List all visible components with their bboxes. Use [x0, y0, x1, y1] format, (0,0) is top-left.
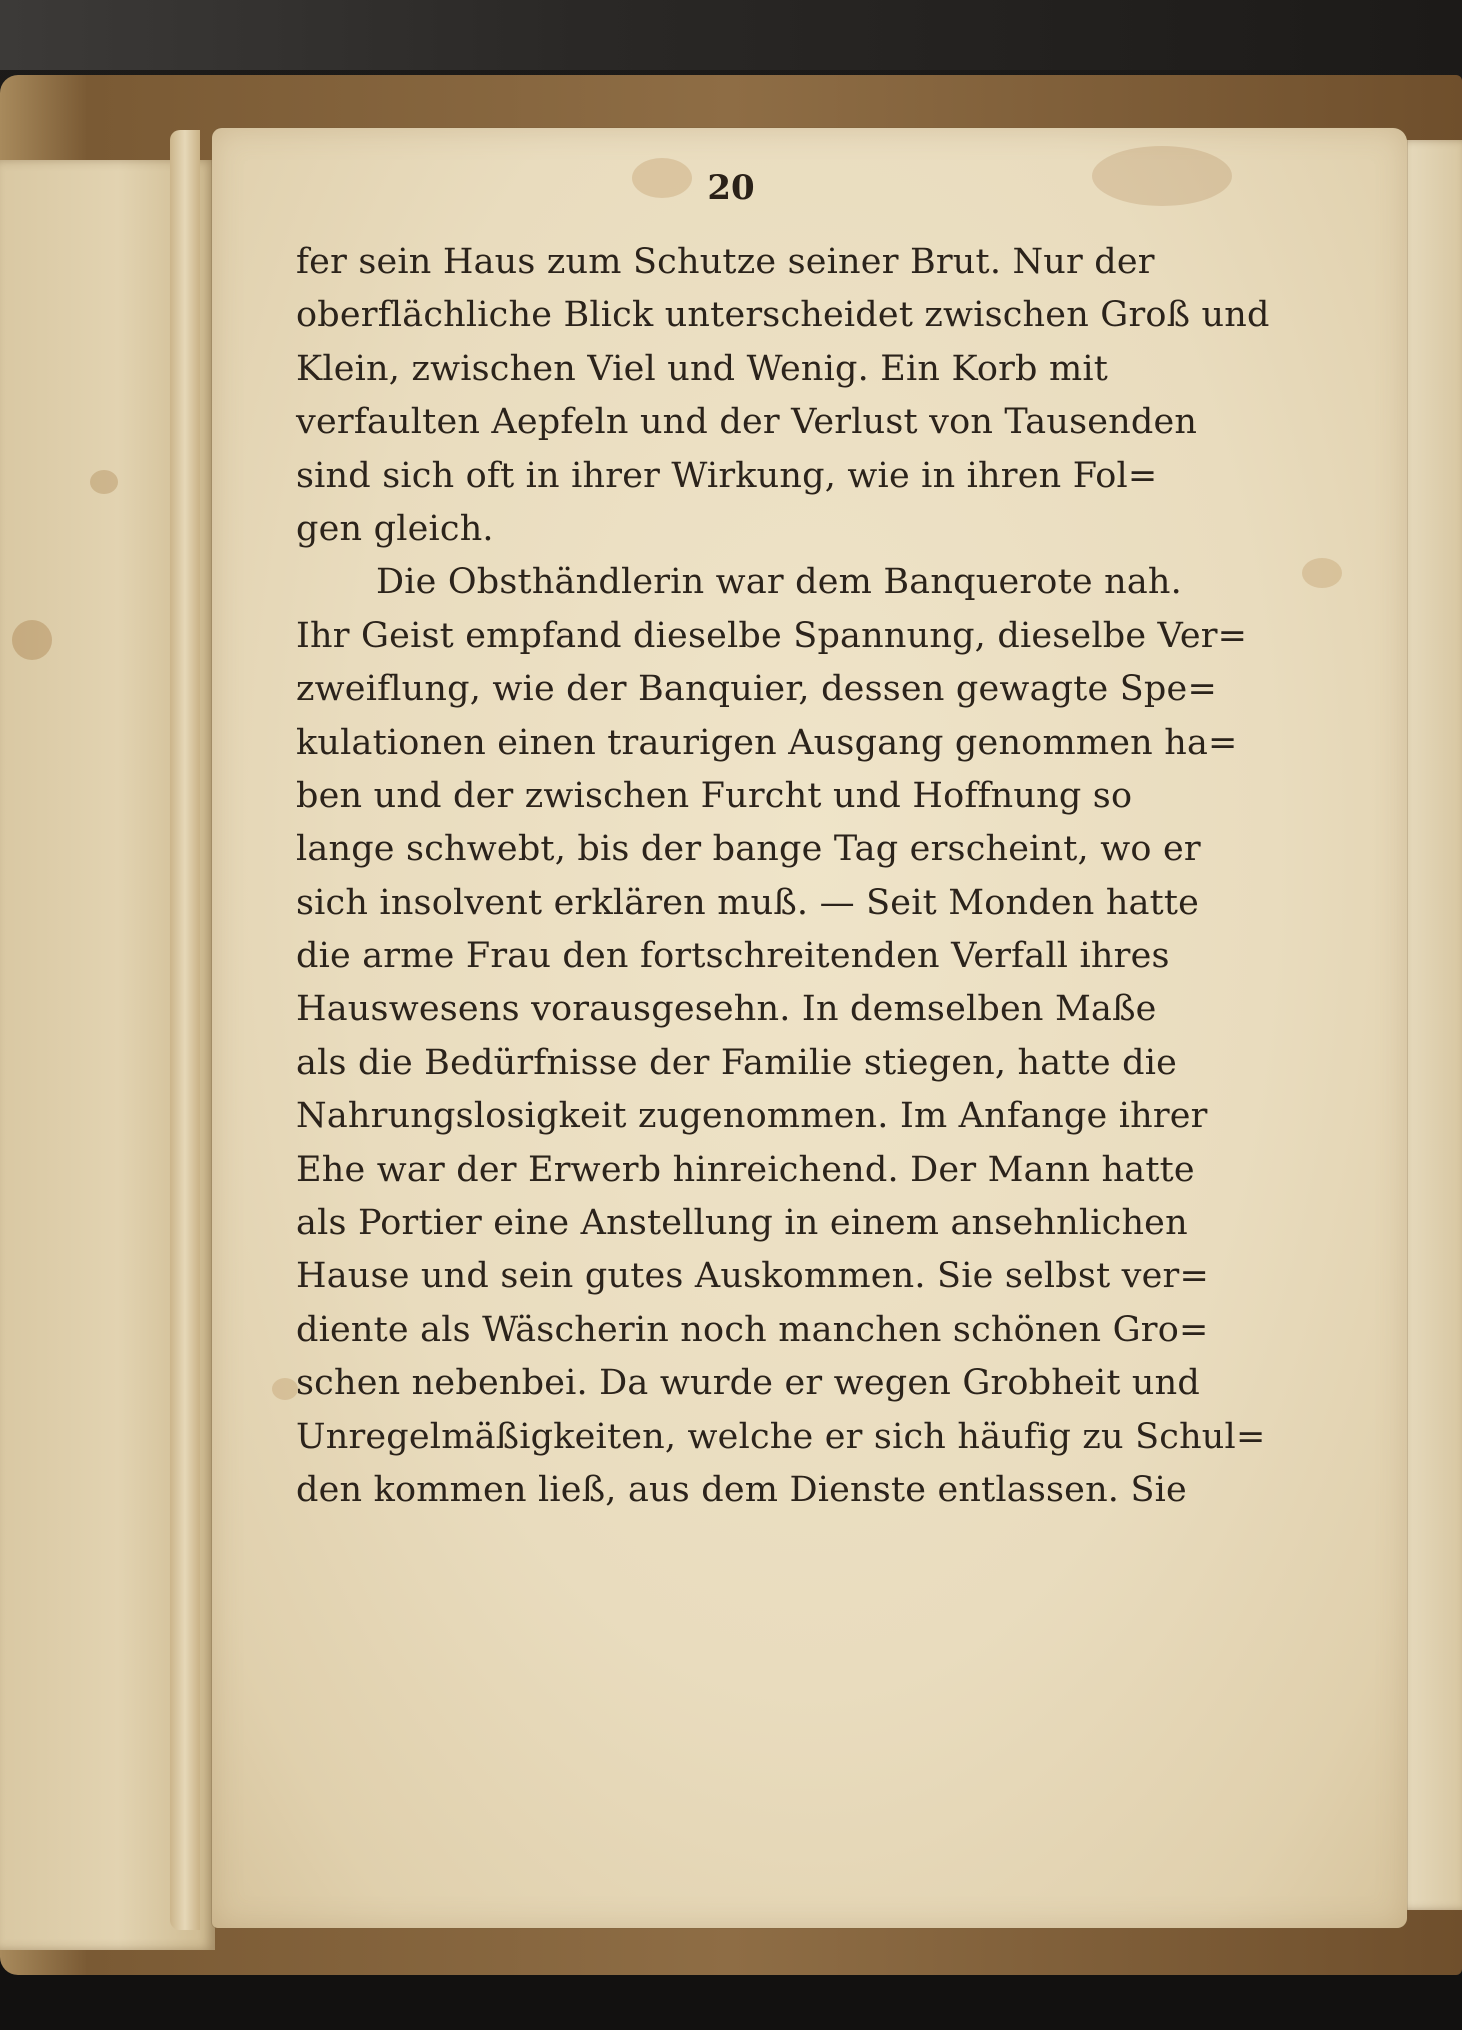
- page-number: 20: [707, 168, 755, 208]
- text-line: ben und der zwischen Furcht und Hoffnung so: [296, 775, 1133, 816]
- text-line: Die Obsthändlerin war dem Banquerote nah.: [376, 562, 1182, 603]
- text-line: zweiflung, wie der Banquier, dessen gewagte Spe=: [296, 669, 1217, 710]
- text-line: sind sich oft in ihrer Wirkung, wie in ihren Fol=: [296, 455, 1158, 496]
- text-line: die arme Frau den fortschreitenden Verfall ihres: [296, 936, 1170, 977]
- text-line: gen gleich.: [296, 508, 494, 549]
- text-line: kulationen einen traurigen Ausgang genommen ha=: [296, 722, 1238, 763]
- text-line: als Portier eine Anstellung in einem ansehnlichen: [296, 1203, 1188, 1244]
- text-line: den kommen ließ, aus dem Dienste entlassen. Sie: [296, 1469, 1187, 1510]
- text-line: Hause und sein gutes Auskommen. Sie selbst ver=: [296, 1256, 1210, 1297]
- text-line: Klein, zwischen Viel und Wenig. Ein Korb mit: [296, 348, 1109, 389]
- text-line: schen nebenbei. Da wurde er wegen Grobheit und: [296, 1363, 1201, 1404]
- foxing-stain: [1302, 558, 1342, 588]
- left-page-edge: [170, 130, 200, 1930]
- foxing-stain: [12, 620, 52, 660]
- text-line: als die Bedürfnisse der Familie stiegen, hatte die: [296, 1042, 1178, 1083]
- foxing-stain: [90, 470, 118, 494]
- foxing-stain: [272, 1378, 298, 1400]
- text-line: fer sein Haus zum Schutze seiner Brut. Nur der: [296, 242, 1155, 282]
- body-text: [296, 236, 1270, 1517]
- text-line: lange schwebt, bis der bange Tag erscheint, wo er: [296, 829, 1201, 870]
- dark-backdrop: [0, 0, 1462, 70]
- text-line: Nahrungslosigkeit zugenommen. Im Anfange ihrer: [296, 1096, 1208, 1137]
- text-line: verfaulten Aepfeln und der Verlust von Tausenden: [296, 402, 1198, 443]
- text-line: Unregelmäßigkeiten, welche er sich häufig zu Schul=: [296, 1416, 1266, 1457]
- text-line: Ihr Geist empfand dieselbe Spannung, dieselbe Ver=: [296, 615, 1248, 656]
- text-line: sich insolvent erklären muß. — Seit Monden hatte: [296, 882, 1200, 923]
- text-line: Hauswesens vorausgesehn. In demselben Maße: [296, 989, 1157, 1030]
- text-line: diente als Wäscherin noch manchen schönen Gro=: [296, 1309, 1209, 1350]
- text-line: Ehe war der Erwerb hinreichend. Der Mann hatte: [296, 1149, 1195, 1190]
- text-line: oberflächliche Blick unterscheidet zwischen Groß und: [296, 295, 1270, 336]
